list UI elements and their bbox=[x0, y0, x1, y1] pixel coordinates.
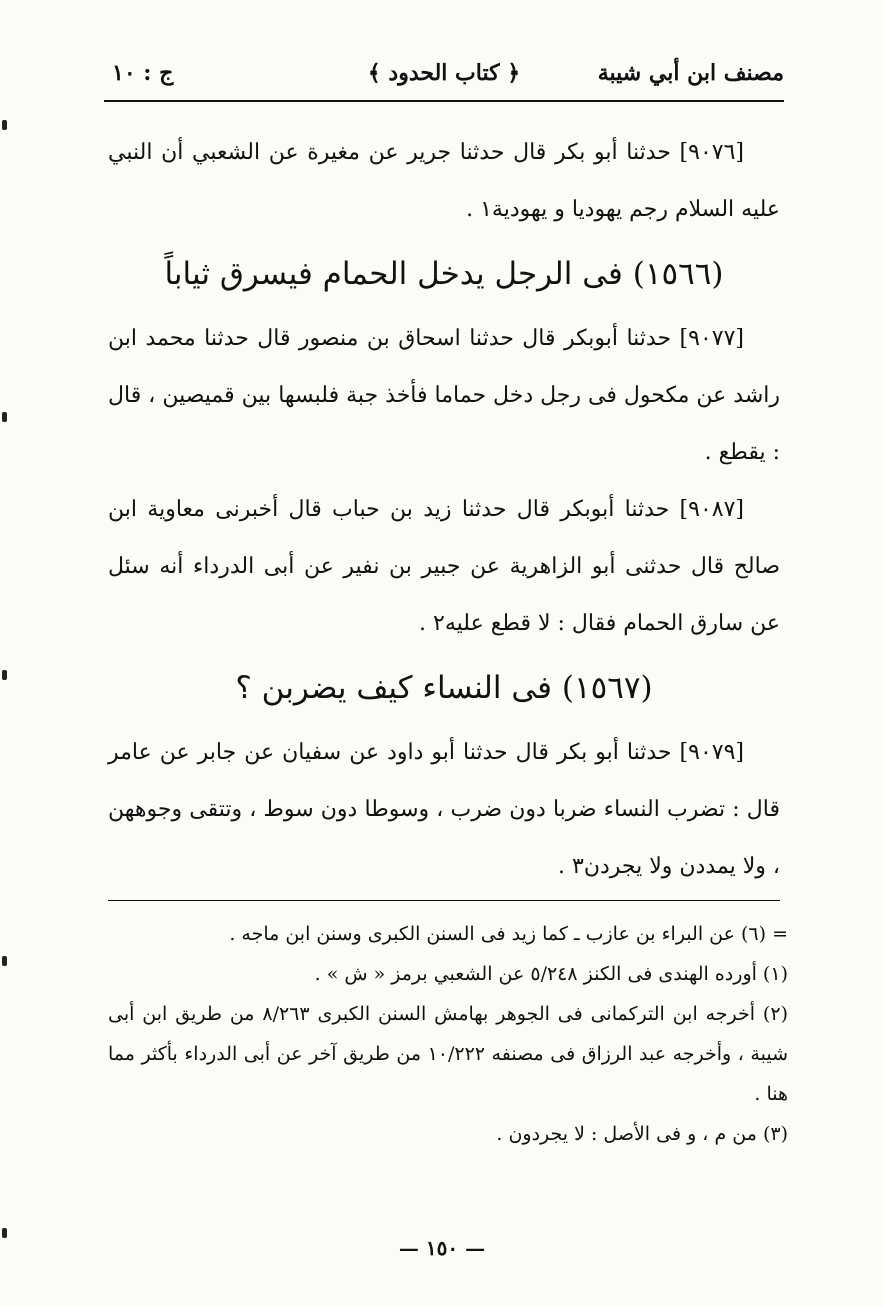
footnotes bbox=[108, 914, 788, 1154]
hadith-9087: [٩٠٨٧] حدثنا أبوبكر قال حدثنا زيد بن حباب قال أخبرنى معاوية ابن صالح قال حدثنى أبو الزاهرية عن جبير بن نفير عن أبى الدرداء أنه سئل عن سارق الحمام فقال : لا قطع عليه٢ . bbox=[108, 497, 780, 636]
section-heading-1567: (١٥٦٧) فى النساء كيف يضربن ؟ bbox=[235, 670, 653, 706]
hadith-9076: [٩٠٧٦] حدثنا أبو بكر قال حدثنا جرير عن مغيرة عن الشعبي أن النبي عليه السلام رجم يهوديا و يهودية١ . bbox=[108, 140, 780, 222]
footnote-rule bbox=[108, 900, 780, 901]
hadith-9077: [٩٠٧٧] حدثنا أبوبكر قال حدثنا اسحاق بن منصور قال حدثنا محمد ابن راشد عن مكحول فى رجل دخل حماما فأخذ جبة فلبسها بين قميصين ، قال : يقطع . bbox=[108, 326, 780, 465]
scan-margin-mark bbox=[2, 412, 7, 422]
scan-margin-mark bbox=[2, 956, 7, 966]
header-rule bbox=[104, 100, 784, 102]
footnote-2: (٢) أخرجه ابن التركمانى فى الجوهر بهامش السنن الكبرى ٨/٢٦٣ من طريق ابن أبى شيبة ، وأخرجه عبد الرزاق فى مصنفه ١٠/٢٢٢ من طريق آخر عن أبى الدرداء بأكثر مما هنا . bbox=[108, 1003, 788, 1105]
volume-number: ج : ١٠ bbox=[112, 60, 174, 86]
footnote-carryover: = (٦) عن البراء بن عازب ـ كما زيد فى السنن الكبرى وسنن ابن ماجه . bbox=[229, 923, 788, 945]
section-heading-1566: (١٥٦٦) فى الرجل يدخل الحمام فيسرق ثياباً bbox=[164, 256, 724, 292]
scan-margin-mark bbox=[2, 120, 7, 130]
scan-margin-mark bbox=[2, 1228, 7, 1238]
footnote-1: (١) أورده الهندى فى الكنز ٥/٢٤٨ عن الشعبي برمز « ش » . bbox=[314, 963, 788, 985]
book-title: مصنف ابن أبي شيبة bbox=[597, 60, 784, 86]
chapter-title: ﴿ كتاب الحدود ﴾ bbox=[367, 60, 521, 86]
footnote-3: (٣) من م ، و فى الأصل : لا يجردون . bbox=[496, 1123, 788, 1145]
page-number: — ١٥٠ — bbox=[398, 1236, 486, 1260]
running-header bbox=[104, 56, 784, 96]
main-text bbox=[108, 124, 780, 895]
scan-margin-mark bbox=[2, 670, 7, 680]
hadith-9079: [٩٠٧٩] حدثنا أبو بكر قال حدثنا أبو داود عن سفيان عن جابر عن عامر قال : تضرب النساء ضربا دون ضرب ، وسوطا دون سوط ، وتتقى وجوههن ، ولا يمددن ولا يجردن٣ . bbox=[108, 740, 780, 879]
